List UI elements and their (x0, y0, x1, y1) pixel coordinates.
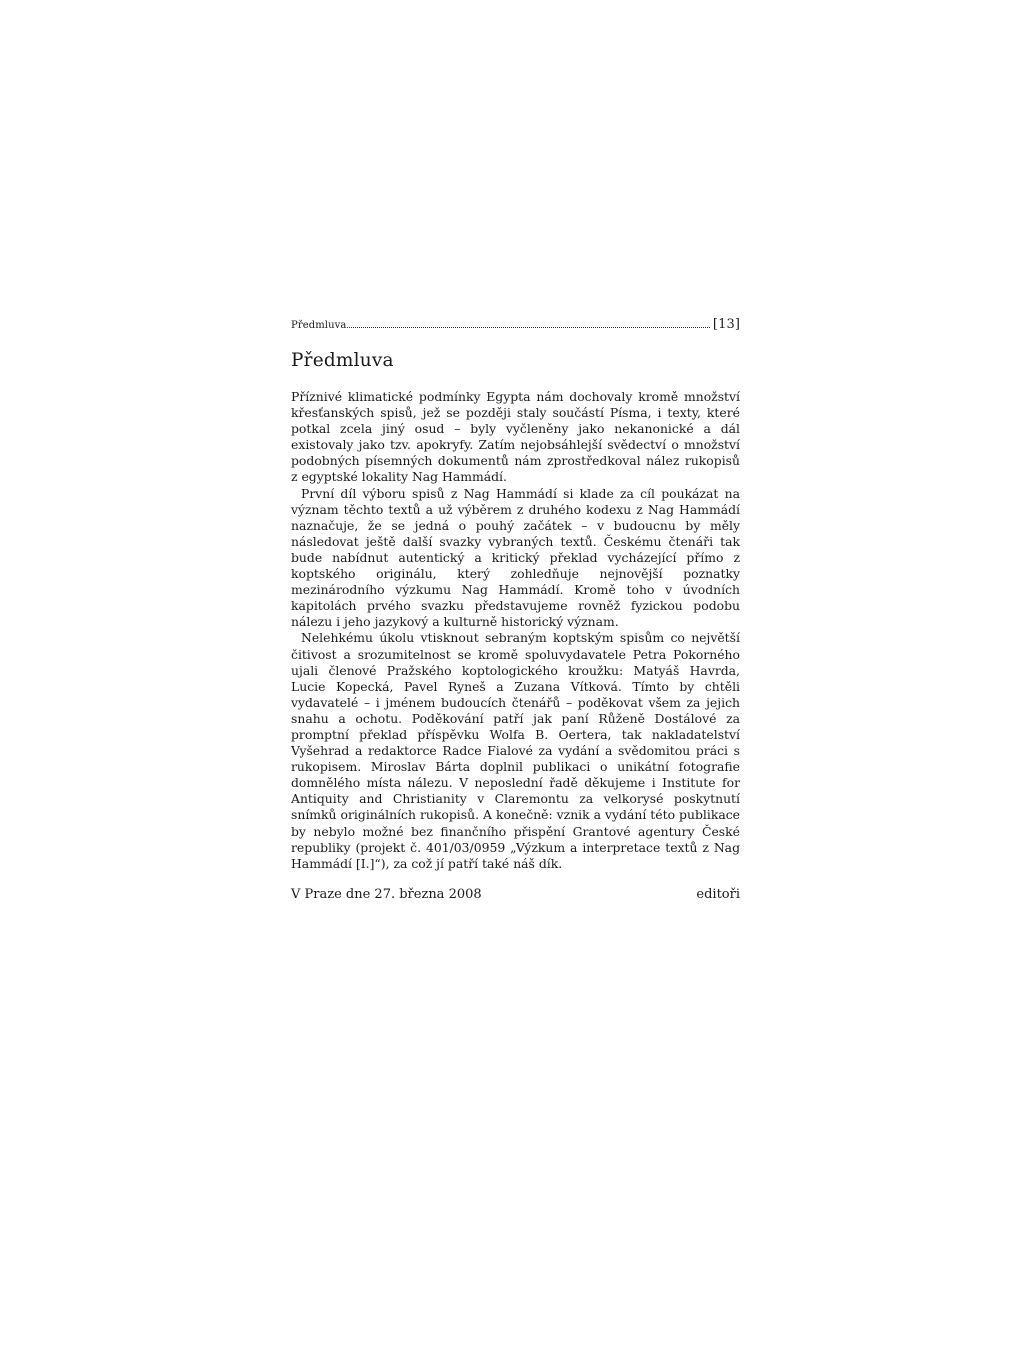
dot-leader (347, 327, 709, 328)
page-number: [13] (712, 317, 740, 332)
place-date: V Praze dne 27. března 2008 (291, 886, 482, 902)
paragraph-3: Nelehkému úkolu vtisknout sebraným koptským spisům co největší čitivost a srozumitelnost se kromě spoluvydavatele Petra Pokorného ujali členové Pražského koptologického kroužku: Matyáš Havrda, Lucie Kopecká, Pavel Ryneš a Zuzana Vítková. Tímto by chtěli vydavatelé – i jménem budoucích čtenářů – poděkovat všem za jejich snahu a ochotu. Poděkování patří jak paní Růženě Dostálové za promptní překlad příspěvku Wolfa B. Oertera, tak nakladatelství Vyšehrad a redaktorce Radce Fialové za vydání a svědomitou práci s rukopisem. Miroslav Bárta doplnil publikaci o unikátní fotografie domnělého místa nálezu. V neposlední řadě děkujeme i Institute for Antiquity and Christianity v Claremontu za velkorysé poskytnutí snímků originálních rukopisů. A konečně: vznik a vydání této publikace by nebylo možné bez finančního přispění Grantové agentury České republiky (projekt č. 401/03/0959 „Výzkum a interpretace textů z Nag Hammádí [I.]“), za což jí patří také náš dík. (291, 630, 740, 871)
signature: editoři (696, 886, 740, 902)
paragraph-2: První díl výboru spisů z Nag Hammádí si klade za cíl poukázat na význam těchto textů a už výběrem z druhého kodexu z Nag Hammádí naznačuje, že se jedná o pouhý začátek – v budoucnu by měly následovat ještě další svazky vybraných textů. Českému čtenáři tak bude nabídnut autentický a kritický překlad vycházející přímo z koptského originálu, který zohledňuje nejnovější poznatky mezinárodního výzkumu Nag Hammádí. Kromě toho v úvodních kapitolách prvého svazku představujeme rovněž fyzickou podobu nálezu i jeho jazykový a kulturně historický význam. (291, 485, 740, 630)
running-header-title: Předmluva (291, 320, 347, 331)
running-header (291, 318, 740, 333)
sign-off (291, 886, 740, 904)
page-title: Předmluva (291, 350, 394, 371)
book-page (291, 318, 740, 904)
paragraph-1: Příznivé klimatické podmínky Egypta nám dochovaly kromě množství křesťanských spisů, jež se později staly součástí Písma, i texty, které potkal zcela jiný osud – byly vyčleněny jako nekanonické a dál existovaly jako tzv. apokryfy. Zatím nejobsáhlejší svědectví o množství podobných písemných dokumentů nám zprostředkoval nález rukopisů z egyptské lokality Nag Hammádí. (291, 389, 740, 485)
body-text (291, 389, 740, 872)
